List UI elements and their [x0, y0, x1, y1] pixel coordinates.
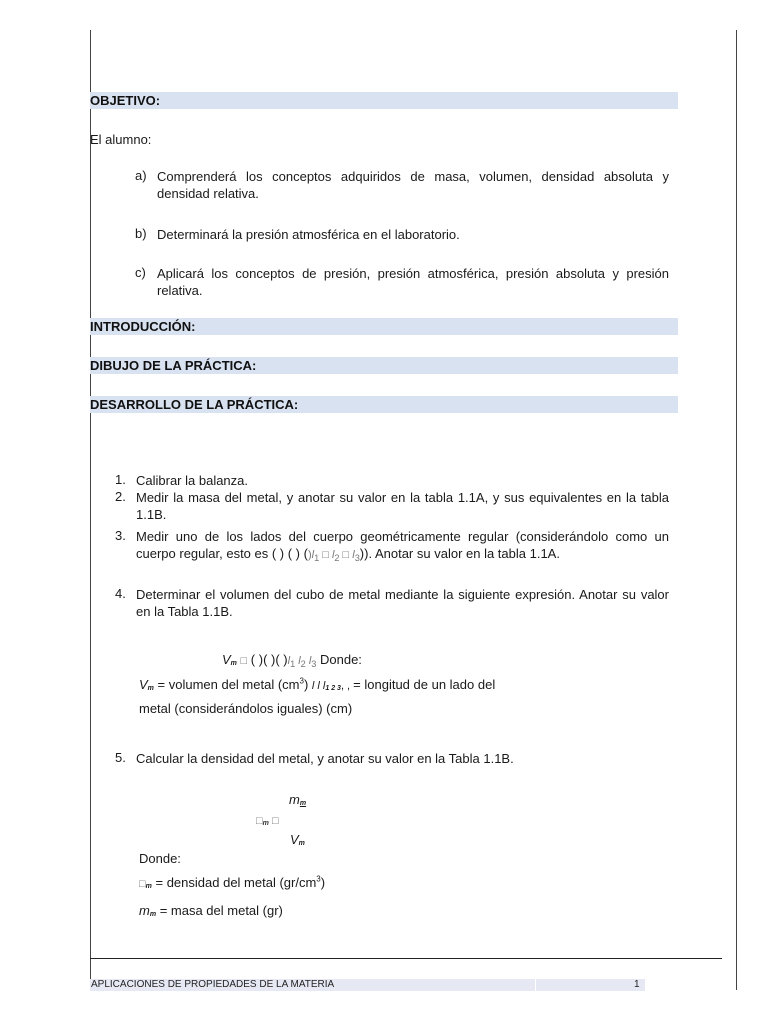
volume-definition-line2: metal (considerándolos iguales) (cm) — [139, 701, 353, 716]
page-right-border — [736, 30, 737, 990]
objective-text-a: Comprenderá los conceptos adquiridos de masa, volumen, densidad absoluta y densidad relativa. — [157, 169, 669, 201]
step-label-1: 1. — [115, 472, 126, 487]
l-product-symbol: $l_1$ $l_2$ $l_3$ — [287, 655, 317, 670]
step-text-5: Calcular la densidad del metal, y anotar su valor en la Tabla 1.1B. — [136, 751, 514, 766]
volume-formula: Vm □ ( )( )( )$l_1$ $l_2$ $l_3$ Donde: — [222, 652, 362, 670]
objective-text-c: Aplicará los conceptos de presión, presión atmosférica, presión absoluta y presión relativa. — [157, 266, 669, 298]
equals-symbol: □ — [240, 655, 248, 667]
volume-definition: Vm = volumen del metal $(cm^3)$ l l l1 2 3, , = longitud de un lado del — [139, 676, 496, 692]
objective-label-b: b) — [135, 226, 147, 241]
step-label-5: 5. — [115, 750, 126, 765]
footer-title: APLICACIONES DE PROPIEDADES DE LA MATERIA — [91, 979, 335, 990]
density-denominator: Vm — [290, 832, 305, 847]
density-lhs: □m □ — [256, 815, 279, 827]
heading-desarrollo: DESARROLLO DE LA PRÁCTICA: — [90, 396, 678, 413]
step-text-4: Determinar el volumen del cubo de metal mediante la siguiente expresión. Anotar su valor en la Tabla 1.1B. — [136, 587, 669, 619]
step-text-2: Medir la masa del metal, y anotar su valor en la tabla 1.1A, y sus equivalentes en la tabla 1.1B. — [136, 490, 669, 522]
heading-dibujo: DIBUJO DE LA PRÁCTICA: — [90, 357, 678, 374]
step-text-1: Calibrar la balanza. — [136, 473, 249, 488]
heading-introduccion: INTRODUCCIÓN: — [90, 318, 678, 335]
mass-definition: mm = masa del metal (gr) — [139, 903, 283, 918]
step-text-3-part-b: )). Anotar su valor en la tabla 1.1A. — [359, 546, 560, 561]
step-label-2: 2. — [115, 489, 126, 504]
l1-symbol: )$l_1$ □ $l_2$ □ $l_3$ — [307, 549, 360, 564]
step-label-4: 4. — [115, 586, 126, 601]
step-label-3: 3. — [115, 528, 126, 543]
density-numerator: mm — [289, 792, 307, 807]
page-number: 1 — [634, 979, 640, 990]
step-text-3-part-a: Medir uno de los lados del cuerpo geométricamente regular (considerándolo como un cuerpo regular, esto es ( ) ( ) ( — [136, 529, 669, 561]
step-text-3 — [136, 528, 669, 567]
density-definition: □m = densidad del metal $(gr/cm^3)$ — [139, 874, 326, 890]
volume-lhs: V — [222, 652, 231, 667]
heading-objetivo: OBJETIVO: — [90, 92, 678, 109]
page-left-border — [90, 30, 91, 990]
volume-donde: Donde: — [320, 652, 362, 667]
objective-label-a: a) — [135, 168, 147, 183]
footer-rule — [90, 958, 722, 959]
density-donde: Donde: — [139, 851, 181, 866]
footer-divider — [535, 979, 536, 991]
objective-text-b: Determinará la presión atmosférica en el laboratorio. — [157, 227, 460, 242]
objective-label-c: c) — [135, 265, 146, 280]
intro-text: El alumno: — [90, 132, 152, 147]
